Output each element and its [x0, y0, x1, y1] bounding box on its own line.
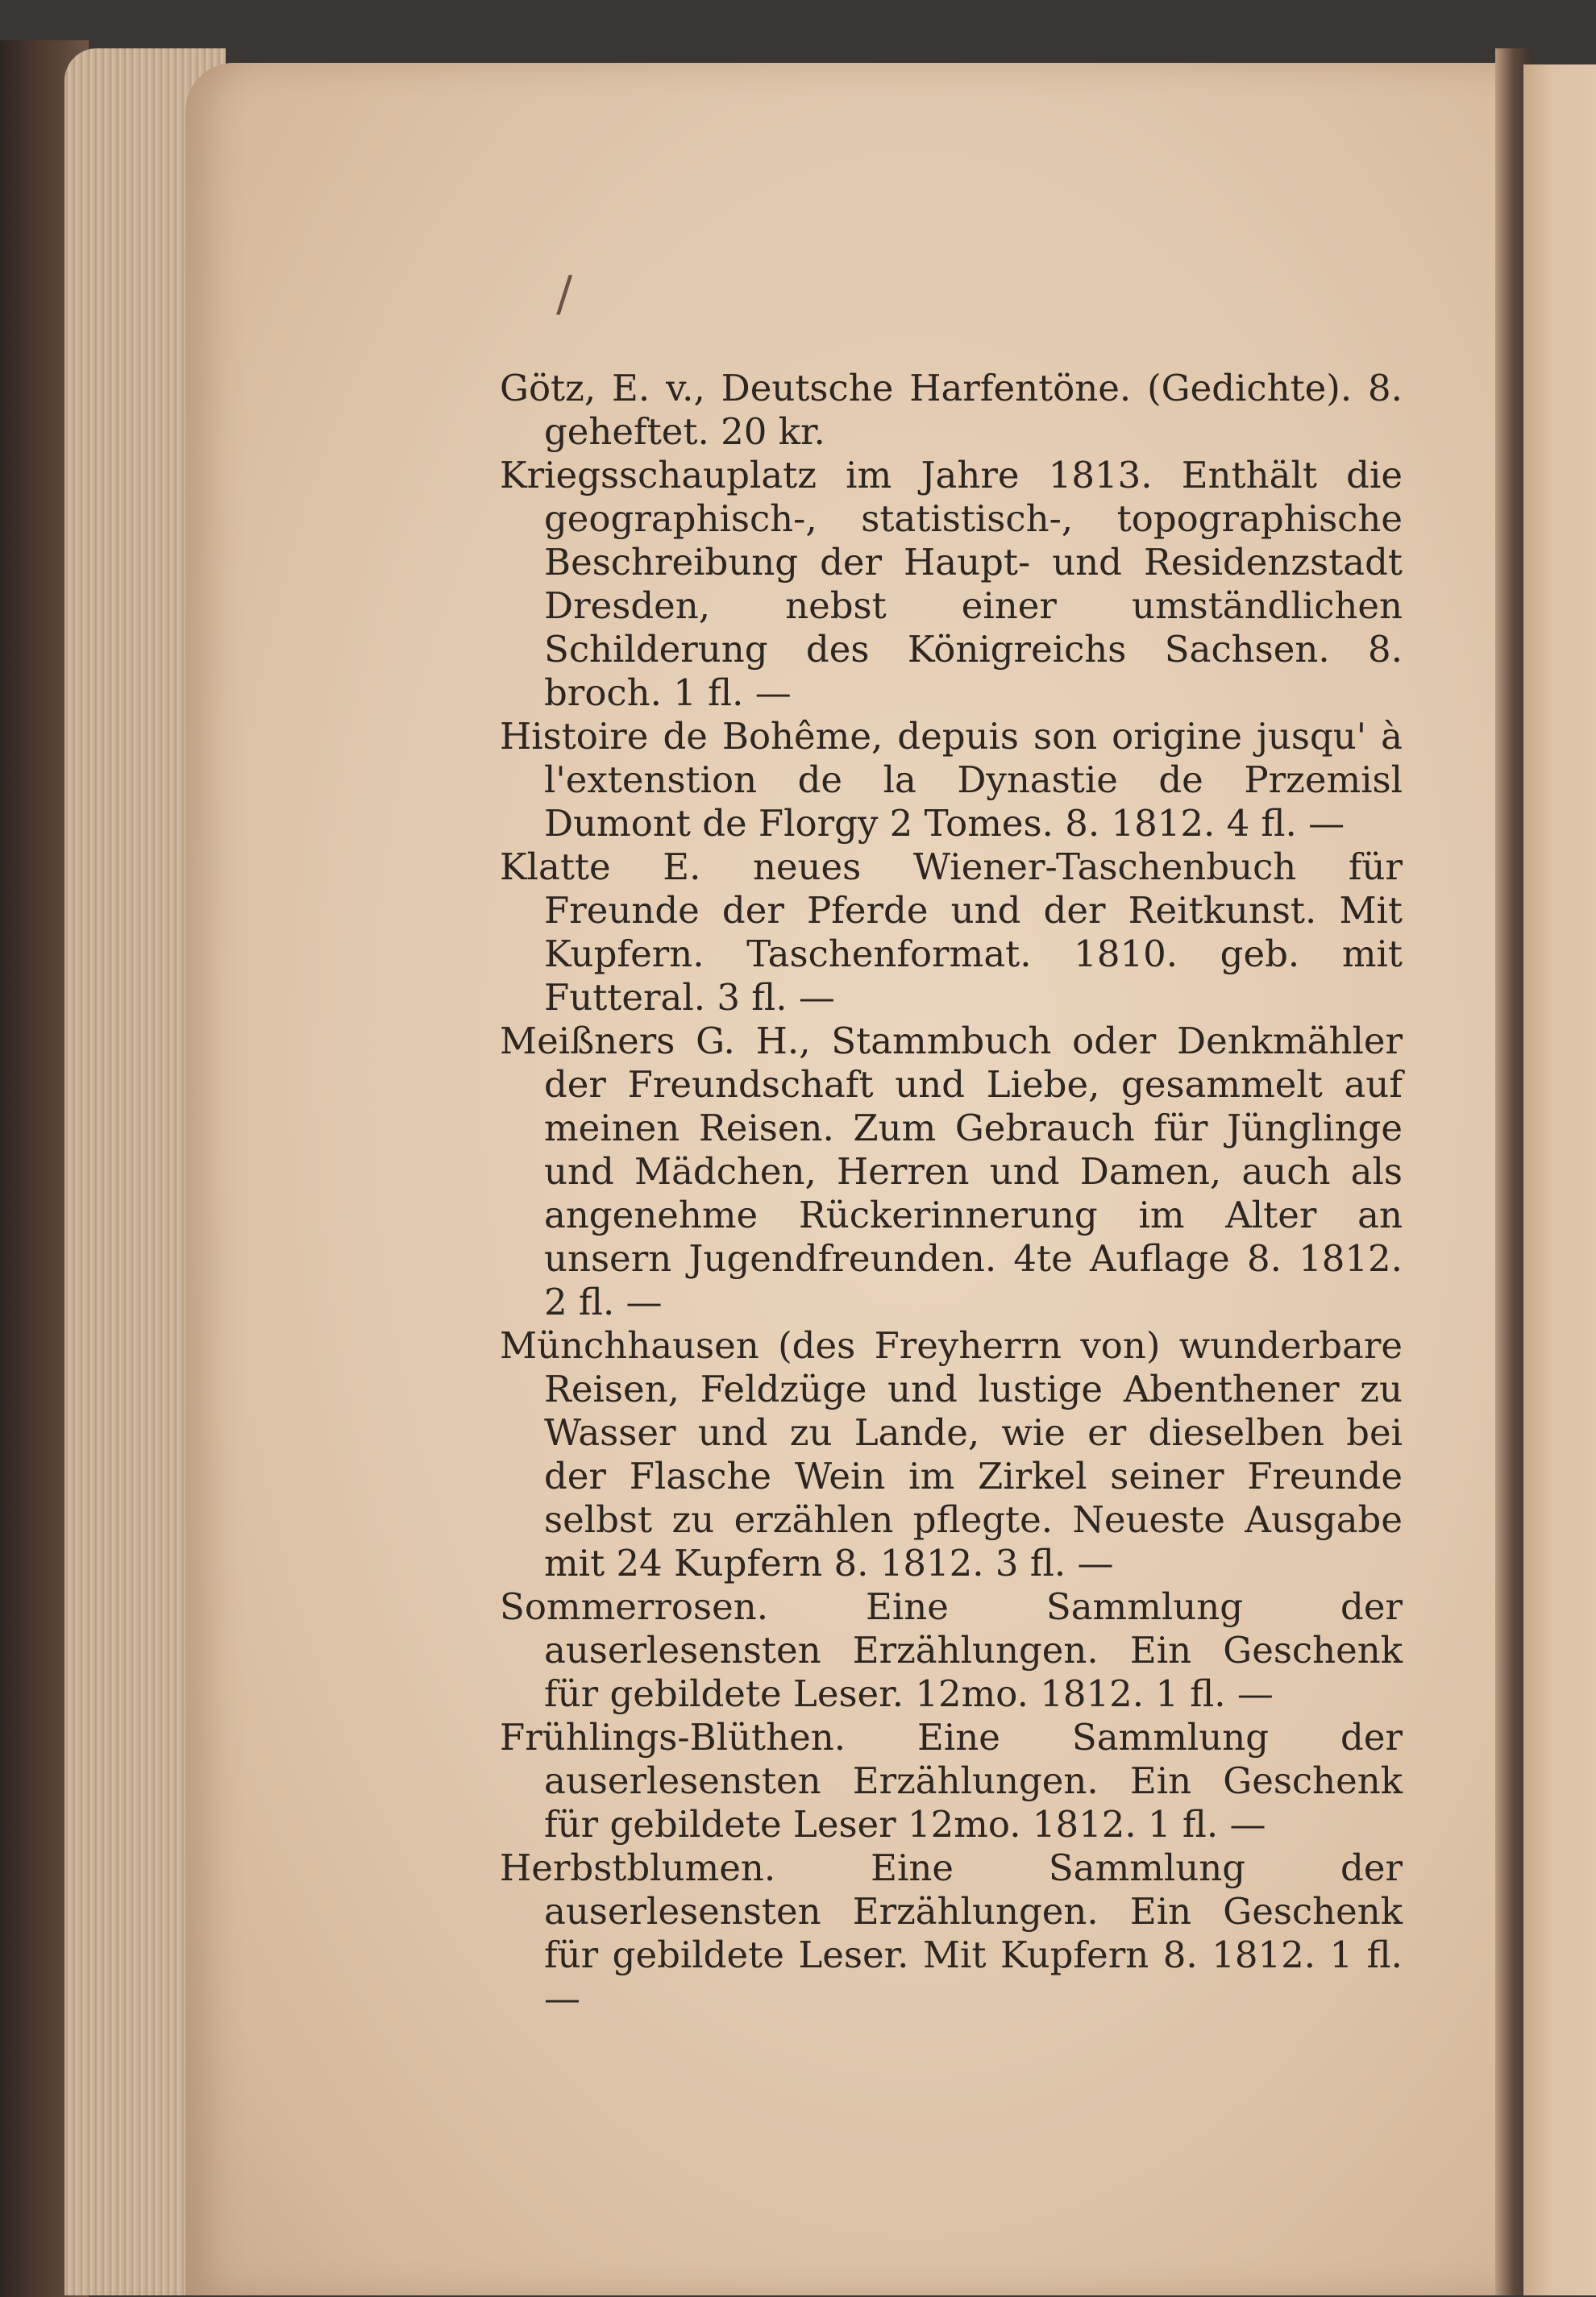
catalog-entry: Histoire de Bohême, depuis son origine jusqu' à l'extenstion de la Dynastie de Przemisl Dumont de Florgy 2 Tomes. 8. 1812. 4 fl. —: [500, 715, 1403, 845]
catalog-entry: Klatte E. neues Wiener-Taschenbuch für Freunde der Pferde und der Reitkunst. Mit Kupfern. Taschenformat. 1810. geb. mit Futteral. 3 fl. —: [500, 845, 1403, 1019]
catalog-entry: Götz, E. v., Deutsche Harfentöne. (Gedichte). 8. geheftet. 20 kr.: [500, 367, 1403, 453]
facing-page-edge: [1523, 64, 1596, 2295]
catalog-entry: Münchhausen (des Freyherrn von) wunderbare Reisen, Feldzüge und lustige Abenthener zu Wasser und zu Lande, wie er dieselben bei der Flasche Wein im Zirkel seiner Freunde selbst zu erzählen pflegte. Neueste Ausgabe mit 24 Kupfern 8. 1812. 3 fl. —: [500, 1324, 1403, 1585]
catalog-entry: Herbstblumen. Eine Sammlung der auserlesensten Erzählungen. Ein Geschenk für gebildete Leser. Mit Kupfern 8. 1812. 1 fl. —: [500, 1846, 1403, 2020]
catalog-entry: Frühlings-Blüthen. Eine Sammlung der auserlesensten Erzählungen. Ein Geschenk für gebildete Leser 12mo. 1812. 1 fl. —: [500, 1716, 1403, 1846]
catalog-entry: Sommerrosen. Eine Sammlung der auserlesensten Erzählungen. Ein Geschenk für gebildete Leser. 12mo. 1812. 1 fl. —: [500, 1585, 1403, 1715]
catalog-entry: Meißners G. H., Stammbuch oder Denkmähler der Freundschaft und Liebe, gesammelt auf meinen Reisen. Zum Gebrauch für Jünglinge und Mädchen, Herren und Damen, auch als angenehme Rückerinnerung im Alter an unsern Jugendfreunden. 4te Auflage 8. 1812. 2 fl. —: [500, 1020, 1403, 1323]
pencil-mark: /: [556, 266, 573, 322]
catalog-text: [500, 367, 1403, 2021]
catalog-entry: Kriegsschauplatz im Jahre 1813. Enthält die geographisch-, statistisch-, topographische Beschreibung der Haupt- und Residenzstadt Dresden, nebst einer umständlichen Schilderung des Königreichs Sachsen. 8. broch. 1 fl. —: [500, 454, 1403, 714]
